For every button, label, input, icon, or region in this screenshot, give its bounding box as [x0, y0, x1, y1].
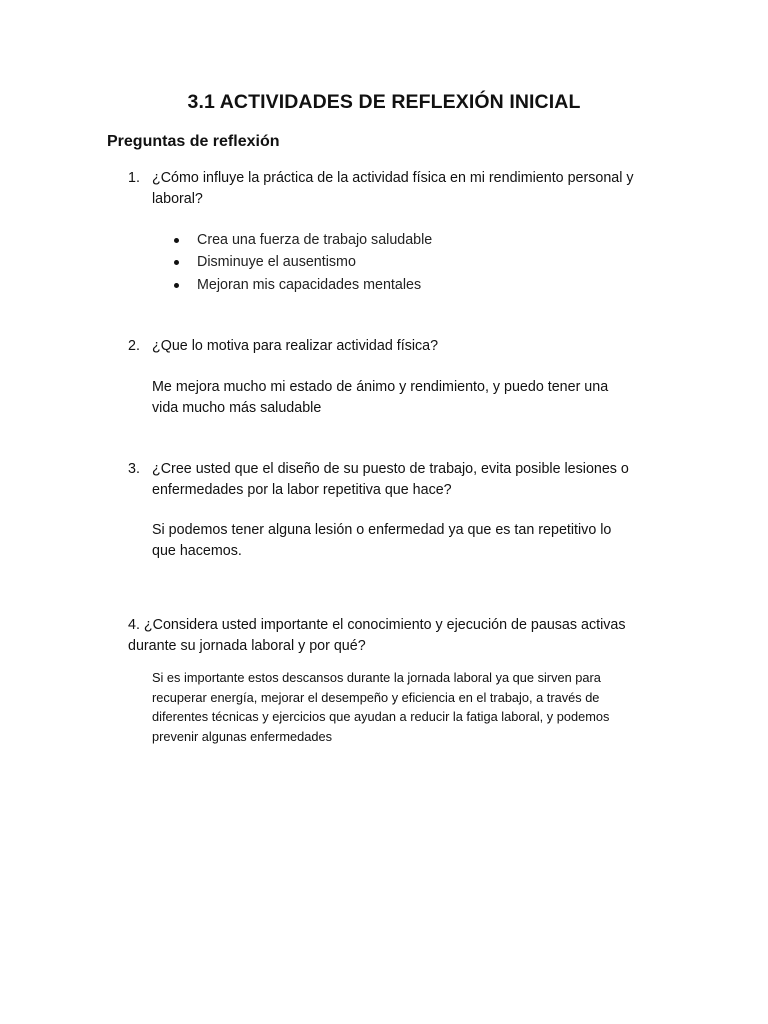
question-text: ¿Que lo motiva para realizar actividad física?	[152, 338, 439, 354]
question-line: laboral?	[152, 191, 203, 207]
question-number: 2.	[128, 338, 140, 354]
question-line: 4. ¿Considera usted importante el conocimiento y ejecución de pausas activas	[128, 617, 626, 633]
question-line: durante su jornada laboral y por qué?	[128, 638, 366, 654]
bullet-icon	[174, 238, 179, 243]
answer-3	[152, 520, 692, 562]
bullet-icon	[174, 283, 179, 288]
question-line: ¿Cómo influye la práctica de la actividad física en mi rendimiento personal y	[152, 170, 634, 186]
question-number: 1.	[128, 170, 140, 186]
document-page: 3.1 ACTIVIDADES DE REFLEXIÓN INICIAL Preguntas de reflexión 1. ¿Cómo influye la práctica de la actividad física en mi rendimiento personal y laboral? Crea una fuerza de trabajo saludable Disminuye el ausentismo Mejoran mis capacidades mentales 2. ¿Que lo motiva para realizar actividad física? Me mejora mucho mi estado de ánimo y rendimiento, y puedo tener una vida mucho más saludable 3. ¿Cree usted que el diseño de su puesto de trabajo, evita posible lesiones o enfermedades por la labor repetitiva que hace? Si podemos tener alguna lesión o enfermedad ya que es tan repetitivo lo que hacemos. 4. ¿Considera usted importante el conocimiento y ejecución de pausas activas durante su jornada laboral y por qué? Si es importante estos descansos durante la jornada laboral ya que sirven para recuperar energía, mejorar el desempeño y eficiencia en el trabajo, a través de diferentes técnicas y ejercicios que ayudan a reducir la fatiga laboral, y podemos prevenir algunas enfermedades	[0, 0, 768, 1024]
question-text	[152, 459, 692, 501]
answer-2	[152, 377, 692, 419]
answer-4	[152, 668, 672, 746]
answer-line: recuperar energía, mejorar el desempeño y eficiencia en el trabajo, a través de	[152, 689, 600, 705]
question-line: ¿Cree usted que el diseño de su puesto de trabajo, evita posible lesiones o	[152, 461, 629, 477]
answer-line: que hacemos.	[152, 543, 242, 559]
answer-line: vida mucho más saludable	[152, 400, 322, 416]
question-number: 3.	[128, 461, 140, 477]
answer-line: prevenir algunas enfermedades	[152, 728, 332, 744]
question-text	[152, 168, 692, 210]
answer-line: Si podemos tener alguna lesión o enfermedad ya que es tan repetitivo lo	[152, 522, 612, 538]
bullet-icon	[174, 260, 179, 265]
section-heading: Preguntas de reflexión	[107, 133, 280, 150]
page-title: 3.1 ACTIVIDADES DE REFLEXIÓN INICIAL	[187, 91, 581, 113]
question-line: enfermedades por la labor repetitiva que hace?	[152, 482, 452, 498]
answer-line: Me mejora mucho mi estado de ánimo y rendimiento, y puedo tener una	[152, 379, 609, 395]
answer-line: Si es importante estos descansos durante la jornada laboral ya que sirven para	[152, 670, 601, 685]
answer-line: diferentes técnicas y ejercicios que ayudan a reducir la fatiga laboral, y podemos	[152, 709, 610, 724]
question-4	[128, 615, 688, 657]
